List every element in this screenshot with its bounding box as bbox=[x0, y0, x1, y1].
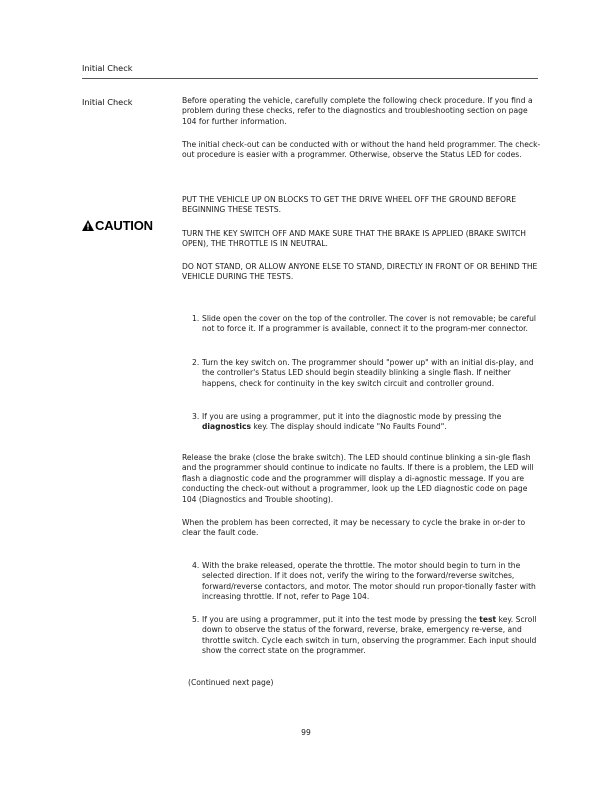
clear-fault-paragraph: When the problem has been corrected, it may be necessary to cycle the brake in or-der to clear the fault code. bbox=[182, 518, 526, 538]
step-number: 1. bbox=[192, 314, 200, 323]
page-number: 99 bbox=[301, 728, 311, 737]
section-label: Initial Check bbox=[82, 97, 133, 107]
continued-note: (Continued next page) bbox=[188, 678, 274, 687]
test-key-label: test bbox=[479, 615, 497, 624]
caution-label: CAUTION bbox=[95, 218, 153, 233]
step-4 bbox=[192, 561, 544, 603]
step-number: 3. bbox=[192, 412, 200, 421]
step-text: With the brake released, operate the throttle. The motor should begin to turn in the selected direction. If it does not, verify the wiring to the forward/reverse switches, forward/reverse contactors, and motor. The motor should run propor-tionally faster with increasing throttle. If not, refer to Page 104. bbox=[202, 561, 536, 602]
header-divider bbox=[82, 78, 538, 79]
diagnostics-key-label: diagnostics bbox=[202, 422, 251, 432]
header-title: Initial Check bbox=[82, 63, 133, 73]
caution-paragraph-3: DO NOT STAND, OR ALLOW ANYONE ELSE TO STAND, DIRECTLY IN FRONT OF OR BEHIND THE VEHICLE DURING THE TESTS. bbox=[182, 262, 538, 282]
intro-paragraph-2: The initial check-out can be conducted with or without the hand held programmer. The check-out procedure is easier with a programmer. Otherwise, observe the Status LED for codes. bbox=[182, 140, 541, 160]
step-text: If you are using a programmer, put it into the test mode by pressing the test key. Scroll down to observe the status of the forward, reverse, brake, emergency re-verse, and throttle switch. Cycle each switch in turn, observing the programmer. Each input should show the correct state on the programmer. bbox=[202, 615, 537, 656]
intro-paragraph-1: Before operating the vehicle, carefully complete the following check procedure. If you find a problem during these checks, refer to the diagnostics and troubleshooting section on page 104 for further information. bbox=[182, 96, 533, 126]
step-text: Slide open the cover on the top of the controller. The cover is not removable; be careful not to force it. If a programmer is available, connect it to the program-mer connector. bbox=[202, 314, 537, 334]
step-number: 5. bbox=[192, 615, 200, 624]
caution-heading bbox=[82, 218, 153, 233]
step-2 bbox=[192, 358, 544, 389]
step-text: If you are using a programmer, put it into the diagnostic mode by pressing the diagnostics key. The display should indicate "No Faults Found". bbox=[202, 412, 502, 432]
warning-triangle-icon bbox=[82, 220, 94, 231]
caution-paragraph-1: PUT THE VEHICLE UP ON BLOCKS TO GET THE DRIVE WHEEL OFF THE GROUND BEFORE BEGINNING THESE TESTS. bbox=[182, 195, 517, 215]
release-brake-paragraph: Release the brake (close the brake switch). The LED should continue blinking a sin-gle flash and the programmer should continue to indicate no faults. If there is a problem, the LED will flash a diagnostic code and the programmer will display a di-agnostic message. If you are conducting the check-out without a programmer, look up the LED diagnostic code on page 104 (Diagnostics and Trouble shooting). bbox=[182, 453, 534, 504]
step-5 bbox=[192, 615, 544, 657]
step-number: 2. bbox=[192, 358, 200, 367]
caution-paragraph-2: TURN THE KEY SWITCH OFF AND MAKE SURE THAT THE BRAKE IS APPLIED (BRAKE SWITCH OPEN), THE THROTTLE IS IN NEUTRAL. bbox=[182, 229, 527, 249]
step-1 bbox=[192, 314, 544, 335]
step-3 bbox=[192, 412, 544, 433]
step-number: 4. bbox=[192, 561, 200, 570]
step-text: Turn the key switch on. The programmer should "power up" with an initial dis-play, and the controller's Status LED should begin steadily blinking a single flash. If neither happens, check for continuity in the key switch circuit and controller ground. bbox=[202, 358, 534, 388]
